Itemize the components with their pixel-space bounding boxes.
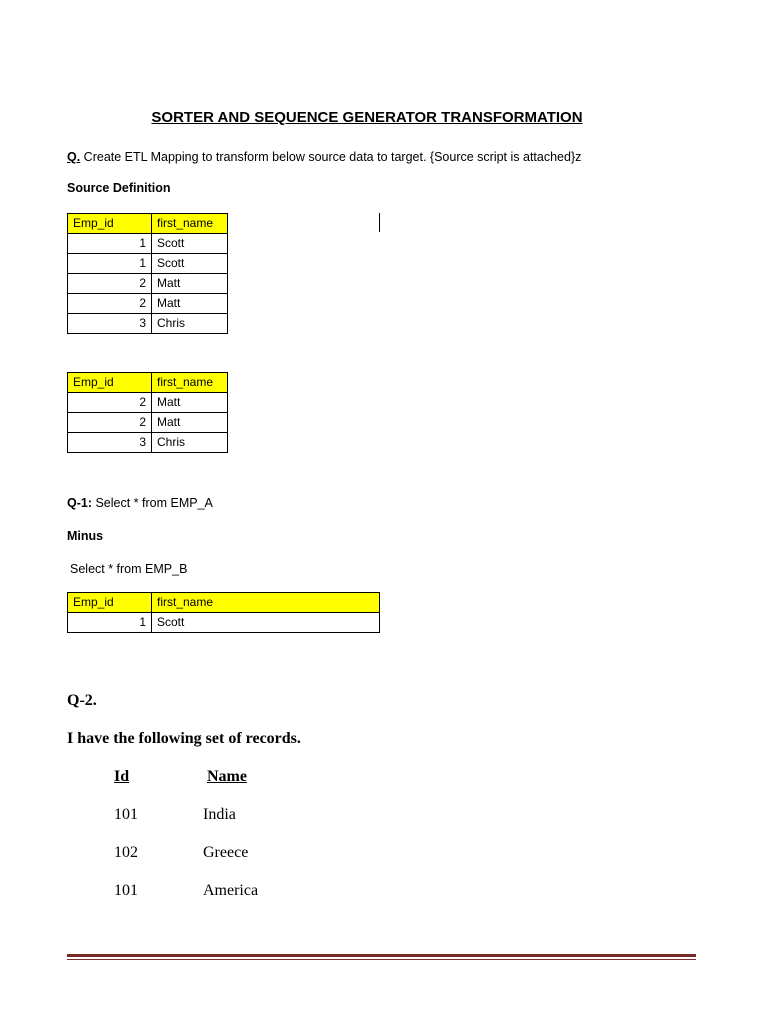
q1-label: Q-1:	[67, 496, 92, 510]
source-table-b	[67, 372, 228, 453]
cell-first-name: Chris	[152, 314, 228, 334]
cell-emp-id: 2	[68, 294, 152, 314]
question-label: Q.	[67, 150, 81, 164]
result-table	[67, 592, 380, 633]
header-emp-id: Emp_id	[68, 593, 152, 613]
records-header-name: Name	[207, 768, 247, 785]
footer-rule	[67, 954, 696, 957]
cell-emp-id: 2	[68, 274, 152, 294]
record-id: 102	[114, 844, 138, 861]
header-first-name: first_name	[152, 593, 380, 613]
record-id: 101	[114, 882, 138, 899]
records-header-id: Id	[114, 768, 130, 785]
record-name: America	[203, 882, 259, 899]
cell-emp-id: 2	[68, 393, 152, 413]
q2-label: Q-2.	[67, 692, 97, 709]
q1-text: Select * from EMP_A	[92, 496, 213, 510]
cell-first-name: Scott	[152, 234, 228, 254]
cell-first-name: Matt	[152, 294, 228, 314]
table-row	[68, 314, 228, 334]
table-header-row	[68, 593, 380, 613]
source-definition-label: Source Definition	[67, 181, 171, 195]
cell-first-name: Chris	[152, 433, 228, 453]
table-row	[68, 254, 228, 274]
record-name: India	[203, 806, 236, 823]
text-cursor	[379, 213, 380, 232]
header-first-name: first_name	[152, 373, 228, 393]
record-name: Greece	[203, 844, 249, 861]
header-first-name: first_name	[152, 214, 228, 234]
table-header-row	[68, 214, 228, 234]
table-row	[68, 274, 228, 294]
cell-first-name: Matt	[152, 274, 228, 294]
table-row	[68, 433, 228, 453]
q1-line	[67, 496, 213, 510]
source-table-a	[67, 213, 228, 334]
cell-first-name: Scott	[152, 254, 228, 274]
table-row	[68, 393, 228, 413]
table-row	[68, 294, 228, 314]
header-emp-id: Emp_id	[68, 373, 152, 393]
table-header-row	[68, 373, 228, 393]
page-title: SORTER AND SEQUENCE GENERATOR TRANSFORMATION	[151, 109, 583, 126]
table-row	[68, 613, 380, 633]
minus-label: Minus	[67, 529, 104, 543]
cell-emp-id: 3	[68, 314, 152, 334]
table-row	[68, 234, 228, 254]
question-line	[67, 150, 581, 164]
cell-emp-id: 2	[68, 413, 152, 433]
table-row	[68, 413, 228, 433]
q1-second-query: Select * from EMP_B	[70, 562, 188, 576]
cell-emp-id: 1	[68, 254, 152, 274]
header-emp-id: Emp_id	[68, 214, 152, 234]
cell-emp-id: 1	[68, 234, 152, 254]
cell-first-name: Matt	[152, 393, 228, 413]
footer-rule-thin	[67, 959, 696, 960]
cell-emp-id: 3	[68, 433, 152, 453]
question-text: Create ETL Mapping to transform below source data to target. {Source script is attached}z	[80, 150, 582, 164]
cell-first-name: Scott	[152, 613, 380, 633]
record-id: 101	[114, 806, 138, 823]
cell-first-name: Matt	[152, 413, 228, 433]
q2-intro: I have the following set of records.	[67, 730, 301, 747]
cell-emp-id: 1	[68, 613, 152, 633]
